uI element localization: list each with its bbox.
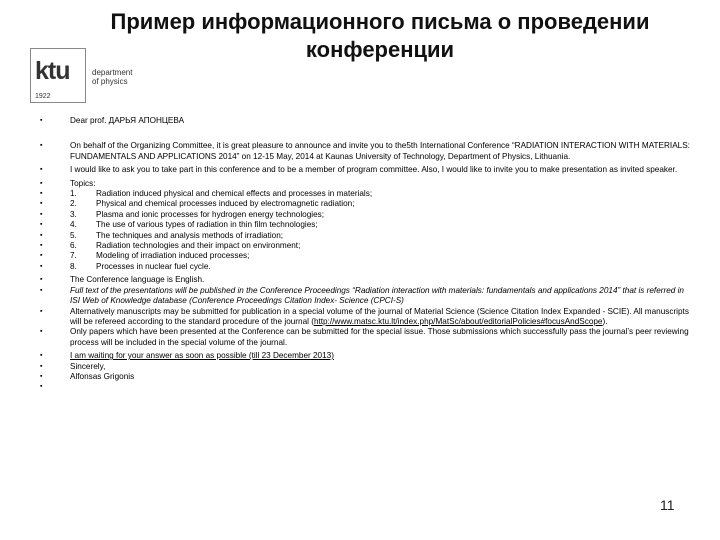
topic-item: ▪ 4. The use of various types of radiation in thin film technologies; (40, 220, 695, 230)
proceedings-paragraph: ▪ Full text of the presentations will be published in the Conference Proceedings “Radiation interaction with materials: fundamentals and applications 2014” that is referred in ISI Web of Knowledge database (Conference Proceedings Citation Index- Science (CPCI-S) (40, 286, 695, 307)
logo-dept-line-1: department (92, 68, 133, 77)
closing-line: ▪ Sincerely, (40, 362, 695, 372)
topic-item: ▪ 8. Processes in nuclear fuel cycle. (40, 262, 695, 272)
topic-item: ▪ 1. Radiation induced physical and chemical effects and processes in materials; (40, 189, 695, 199)
logo-dept-line-2: of physics (92, 77, 128, 86)
ktu-logo (30, 48, 190, 108)
logo-year: 1922 (35, 93, 51, 100)
greeting: ▪ Dear prof. ДАРЬЯ АПОНЦЕВА (40, 116, 695, 126)
page-number: 11 (660, 497, 675, 513)
alternative-paragraph: ▪ Alternatively manuscripts may be submitted for publication in a special volume of the journal of Material Science (Science Citation Index Expanded - SCIE). All manuscripts will be refereed according to the standard procedure of the journal (http://www.matsc.ktu.lt/index.php/MatSc/about/editorialPolicies#focusAndScope). (40, 307, 695, 328)
only-papers-paragraph: ▪ Only papers which have been presented at the Conference can be submitted for the special issue. Those submissions which successfully pass the journal’s peer reviewing process will be included in the special volume of the journal. (40, 327, 695, 348)
topic-item: ▪ 7. Modeling of irradiation induced processes; (40, 251, 695, 261)
logo-department (92, 68, 162, 86)
topics-heading: ▪ Topics: (40, 179, 695, 189)
journal-policy-link[interactable]: http://www.matsc.ktu.lt/index.php/MatSc/about/editorialPolicies#focusAndScope (313, 316, 603, 326)
topic-item: ▪ 3. Plasma and ionic processes for hydrogen energy technologies; (40, 210, 695, 220)
invite-paragraph: ▪ I would like to ask you to take part in this conference and to be a member of program committee. Also, I would like to invite you to make presentation as invited speaker. (40, 165, 695, 175)
logo-brand: ktu (35, 57, 70, 85)
logo-box (30, 48, 86, 103)
title-line-1: Пример информационного письма о проведении (110, 9, 650, 34)
topic-item: ▪ 2. Physical and chemical processes induced by electromagnetic radiation; (40, 199, 695, 209)
title-line-2: конференции (305, 37, 455, 62)
topic-item: ▪ 5. The techniques and analysis methods of irradiation; (40, 231, 695, 241)
topic-item: ▪ 6. Radiation technologies and their impact on environment; (40, 241, 695, 251)
language-note: ▪ The Conference language is English. (40, 275, 695, 285)
waiting-line: ▪ I am waiting for your answer as soon as possible (till 23 December 2013) (40, 351, 695, 361)
intro-paragraph: ▪ On behalf of the Organizing Committee, it is great pleasure to announce and invite you to the5th International Conference “RADIATION INTERACTION WITH MATERIALS: FUNDAMENTALS AND APPLICATIONS 2014” on 12-15 May, 2014 at Kaunas University of Technology, Department of Physics, Lithuania. (40, 141, 695, 162)
signature-line: ▪ Alfonsas Grigonis (40, 372, 695, 382)
letter-body (40, 116, 695, 382)
